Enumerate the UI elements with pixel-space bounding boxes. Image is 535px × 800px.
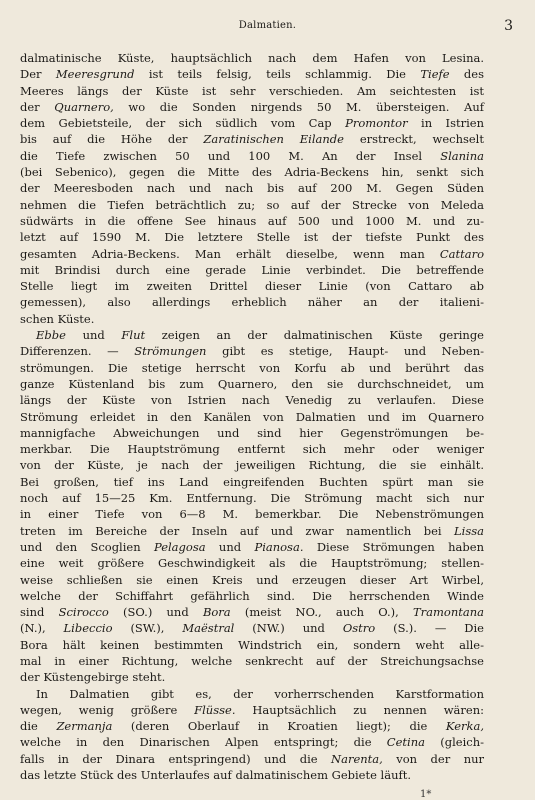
text-line: welche der Schiffahrt gefährlich sind. Die herrschenden Winde [20,588,484,603]
text-line: noch auf 15—25 Km. Entfernung. Die Strömung macht sich nur [20,491,484,506]
text-line: schen Küste. [20,311,95,326]
text-line: südwärts in die offene See hinaus auf 500 und 1000 M. und zu- [20,213,484,228]
page-number: 3 [504,18,513,34]
text-line: längs der Küste von Istrien nach Venedig zu verlaufen. Diese [20,393,484,408]
text-line: (N.), Libeccio (SW.), Maëstral (NW.) und Ostro (S.). — Die [20,621,484,636]
text-line: von der Küste, je nach der jeweiligen Richtung, die sie einhält. [20,458,484,473]
text-line: in einer Tiefe von 6—8 M. bemerkbar. Die Nebenströmungen [20,507,484,522]
text-line: Meeres längs der Küste ist sehr verschieden. Am seichtesten ist [20,83,484,98]
text-line: nehmen die Tiefen beträchtlich zu; so auf der Strecke von Meleda [20,197,484,212]
text-line: die Zermanja (deren Oberlauf in Kroatien liegt); die Kerka, [20,719,484,734]
text-line: wegen, wenig größere Flüsse. Hauptsächlich zu nennen wären: [20,702,484,717]
text-line: der Meeresboden nach und nach bis auf 200 M. Gegen Süden [20,181,484,196]
running-title: Dalmatien. [238,20,297,31]
text-line: mal in einer Richtung, welche senkrecht auf der Streichungsachse [20,653,484,668]
paragraph [20,50,484,327]
text-line: letzt auf 1590 M. Die letztere Stelle ist der tiefste Punkt des [20,230,484,245]
text-line: und den Scoglien Pelagosa und Pianosa. Diese Strömungen haben [20,539,484,554]
text-line: bis auf die Höhe der Zaratinischen Eilande erstreckt, wechselt [20,132,484,147]
text-line: treten im Bereiche der Inseln auf und zwar namentlich bei Lissa [20,523,484,538]
text-line: gemessen), also allerdings erheblich näher an der italieni- [20,295,484,310]
text-line: dalmatinische Küste, hauptsächlich nach dem Hafen von Lesina. [20,51,484,65]
text-line: In Dalmatien gibt es, der vorherrschenden Karstformation [36,686,484,701]
text-line: gesamten Adria-Beckens. Man erhält dieselbe, wenn man Cattaro [20,246,484,261]
running-head [0,20,535,38]
body-text [20,50,484,783]
text-line: Bei großen, tief ins Land eingreifenden Buchten spürt man sie [20,474,484,489]
text-line: Der Meeresgrund ist teils felsig, teils schlammig. Die Tiefe des [20,67,484,82]
text-line: sind Scirocco (SO.) und Bora (meist NO., auch O.), Tramontana [20,605,484,620]
text-line: merkbar. Die Hauptströmung entfernt sich mehr oder weniger [20,442,484,457]
text-line: Ebbe und Flut zeigen an der dalmatinischen Küste geringe [36,328,484,343]
text-line: mit Brindisi durch eine gerade Linie verbindet. Die betreffende [20,262,484,277]
paragraph [20,686,484,784]
text-line: strömungen. Die stetige herrscht von Korfu ab und berührt das [20,360,484,375]
text-line: der Küstengebirge steht. [20,670,166,685]
signature-mark: 1* [420,789,432,800]
text-line: weise schließen sie einen Kreis und erzeugen dieser Art Wirbel, [20,572,484,587]
text-line: mannigfache Abweichungen und sind hier Gegenströmungen be- [20,425,484,440]
paragraph [20,327,484,686]
text-line: welche in den Dinarischen Alpen entspringt; die Cetina (gleich- [20,735,484,750]
text-line: Stelle liegt im zweiten Drittel dieser Linie (von Cattaro ab [20,279,484,294]
text-line: das letzte Stück des Unterlaufes auf dalmatinischem Gebiete läuft. [20,768,412,783]
text-line: ganze Küstenland bis zum Quarnero, den sie durchschneidet, um [20,376,484,391]
text-line: die Tiefe zwischen 50 und 100 M. An der Insel Slanina [20,148,484,163]
text-line: eine weit größere Geschwindigkeit als die Hauptströmung; stellen- [20,556,484,571]
text-line: Bora hält keinen bestimmten Windstrich ein, sondern weht alle- [20,637,484,652]
text-line: Strömung erleidet in den Kanälen von Dalmatien und im Quarnero [20,409,484,424]
text-line: dem Gebietsteile, der sich südlich vom Cap Promontor in Istrien [20,116,484,131]
text-line: falls in der Dinara entspringend) und die Narenta, von der nur [20,751,484,766]
text-line: der Quarnero, wo die Sonden nirgends 50 M. übersteigen. Auf [20,99,484,114]
text-line: Differenzen. — Strömungen gibt es stetige, Haupt- und Neben- [20,344,484,359]
text-line: (bei Sebenico), gegen die Mitte des Adria-Beckens hin, senkt sich [20,165,484,180]
